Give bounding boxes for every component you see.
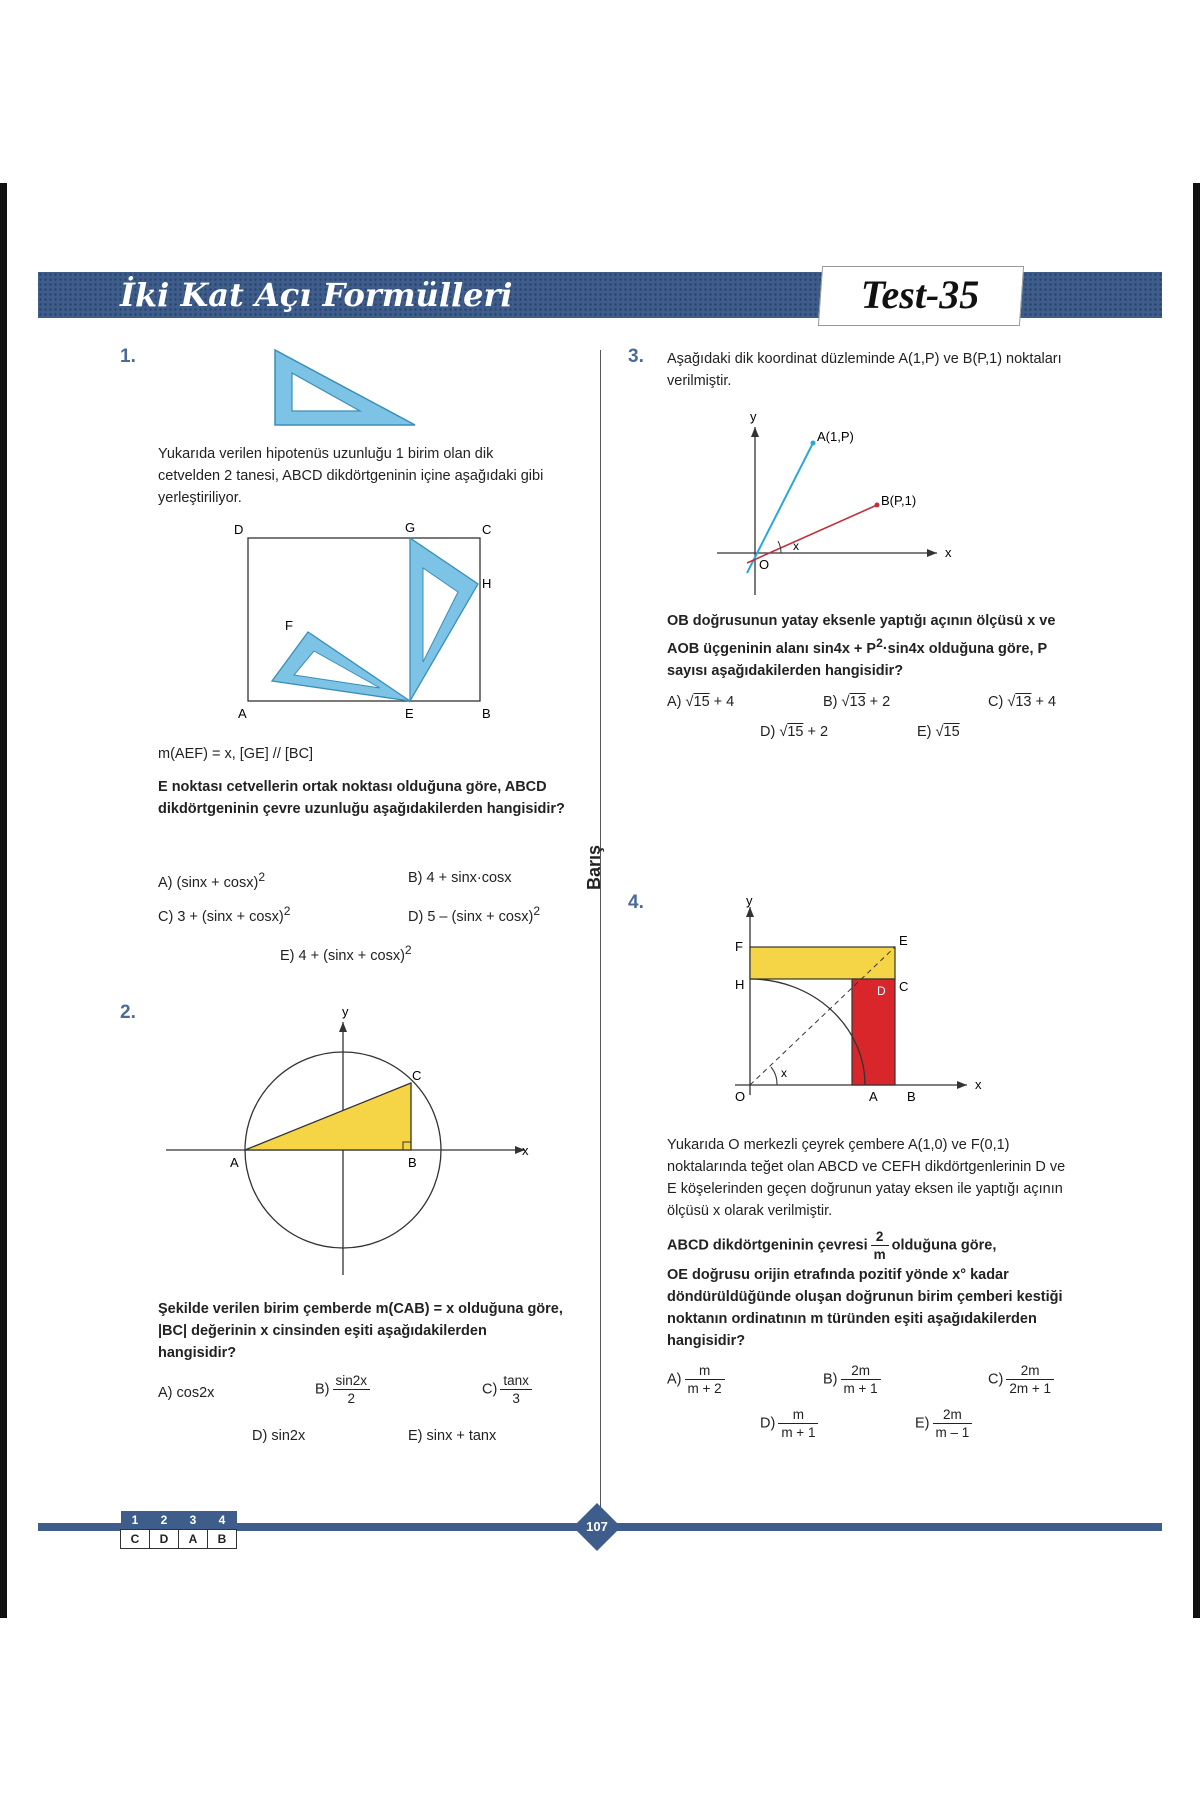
q2-number: 2. [120,1002,136,1023]
q2-option-d[interactable]: D) sin2x [252,1428,306,1444]
q2-question: Şekilde verilen birim çemberde m(CAB) = x olduğuna göre, |BC| değerinin x cinsinden eşiti aşağıdakilerden hangisidir? [158,1301,563,1361]
q4-label-e: E [899,933,908,948]
q3-label-o: O [759,557,770,572]
answer-key-answer: D [150,1530,179,1549]
q2-unit-circle-figure [160,1000,540,1285]
q1-option-d[interactable]: D) $5 - (\sin x + \cos x)^2$ [408,904,541,925]
q3-option-c[interactable]: C) √13 + 4 [988,694,1057,710]
q3-option-b[interactable]: B) √13 + 2 [823,694,891,710]
q4-label-a: A [869,1089,878,1104]
q4-label-b: B [907,1089,916,1104]
answer-key-answer: C [121,1530,150,1549]
q1-label-g: G [405,520,416,535]
q4-label-f: F [735,939,743,954]
q3-option-d[interactable]: D) √15 + 2 [760,724,829,740]
q3-question: OB doğrusunun yatay eksenle yaptığı açının ölçüsü x ve AOB üçgeninin alanı $\sin 4x + P^2\cdot\sin 4x$ olduğuna göre, P sayısı aşağıdakilerden hangisidir? [667,613,1056,679]
q1-number: 1. [120,346,136,367]
q1-option-a[interactable]: A) $(\sin x + \cos x)^2$ [158,870,266,891]
q4-question: OE doğrusu orijin etrafında pozitif yönde x° kadar döndürüldüğünde oluşan doğrunun birim çemberi kestiği noktanın ordinatının m türünden eşiti aşağıdakilerden hangisidir? [667,1267,1063,1349]
q2-option-c[interactable]: C) $\frac{\tan x}{3}$ [482,1372,535,1407]
q1-label-e: E [405,706,414,721]
q3-number: 3. [628,346,644,367]
q1-label-b: B [482,706,491,721]
answer-key-number: 1 [121,1511,150,1530]
q3-coordinate-figure [705,405,965,605]
q1-option-c[interactable]: C) $3 + (\sin x + \cos x)^2$ [158,904,291,925]
q4-intro: Yukarıda O merkezli çeyrek çembere A(1,0) ve F(0,1) noktalarında teğet olan ABCD ve CEFH dikdörtgenlerinin D ve E köşelerinden geçen doğrunun yatay eksen ile yaptığı açının ölçüsü x olarak verilmiştir. [667,1137,1066,1219]
q1-label-c: C [482,522,492,537]
left-edge [0,183,7,1618]
q4-label-d: D [877,984,886,998]
answer-key-number: 2 [150,1511,179,1530]
q2-option-b[interactable]: B) $\frac{\sin 2x}{2}$ [315,1372,373,1407]
page-number: 107 [586,1519,608,1534]
q3-option-a[interactable]: A) √15 + 4 [667,694,735,710]
q2-option-a[interactable]: A) cos2x [158,1385,215,1401]
q3-label-b: B(P,1) [881,493,917,508]
q4-option-c[interactable]: C) $\frac{2m}{2m + 1}$ [988,1362,1057,1397]
q2-label-c: C [412,1068,422,1083]
q2-label-a: A [230,1155,239,1170]
q4-option-e[interactable]: E) $\frac{2m}{m - 1}$ [915,1406,975,1441]
q1-label-a: A [238,706,247,721]
q4-number: 4. [628,892,644,913]
q1-label-f: F [285,618,293,633]
q1-option-e[interactable]: E) $4 + (\sin x + \cos x)^2$ [280,943,412,964]
q3-option-e[interactable]: E) √15 [917,724,960,740]
q3-label-x: x [945,545,952,560]
q2-option-e[interactable]: E) sinx + tanx [408,1428,497,1444]
q1-option-b[interactable]: B) 4 + sinx·cosx [408,870,512,886]
q2-label-b: B [408,1155,417,1170]
column-divider [600,350,601,1530]
answer-key-table [120,1511,237,1549]
q4-option-a[interactable]: A) $\frac{m}{m + 2}$ [667,1362,728,1397]
q4-option-d[interactable]: D) $\frac{m}{m + 1}$ [760,1406,821,1441]
q4-label-h: H [735,977,745,992]
answer-key-number: 3 [179,1511,208,1530]
q1-given: m(AEF) = x, [GE] // [BC] [158,746,314,762]
brand-label: Barış [584,844,604,890]
test-number: Test-35 [860,272,980,317]
answer-key-number: 4 [208,1511,237,1530]
q2-label-y: y [342,1004,349,1019]
answer-key-answer: B [208,1530,237,1549]
q1-label-d: D [234,522,244,537]
q1-ruler-figure [270,345,420,430]
q3-label-angle: x [793,539,799,553]
q1-question: E noktası cetvellerin ortak noktası olduğuna göre, ABCD dikdörtgeninin çevre uzunluğu aşağıdakilerden hangisidir? [158,779,565,817]
q4-label-c: C [899,979,909,994]
q1-label-h: H [482,576,492,591]
q3-intro: Aşağıdaki dik koordinat düzleminde A(1,P) ve B(P,1) noktaları verilmiştir. [667,351,1062,389]
q1-intro: Yukarıda verilen hipotenüs uzunluğu 1 birim olan dik cetvelden 2 tanesi, ABCD dikdörtgeninin içine aşağıdaki gibi yerleştiriliyor. [158,446,544,506]
q2-label-x: x [522,1143,529,1158]
q4-quarter-circle-figure [715,895,995,1110]
q3-label-a: A(1,P) [817,429,854,444]
q4-label-x: x [975,1077,982,1092]
q4-label-y: y [746,895,753,908]
q3-label-y: y [750,409,757,424]
q1-rectangle-figure [230,520,500,725]
q4-option-b[interactable]: B) $\frac{2m}{m + 1}$ [823,1362,884,1397]
q4-label-o: O [735,1089,746,1104]
header-title: İki Kat Açı Formülleri [120,276,513,314]
q4-condition: ABCD dikdörtgeninin çevresi $\frac{2}{m}$ olduğuna göre, [667,1229,997,1262]
q4-label-angle: x [781,1066,787,1080]
right-edge [1193,183,1200,1618]
answer-key-answer: A [179,1530,208,1549]
